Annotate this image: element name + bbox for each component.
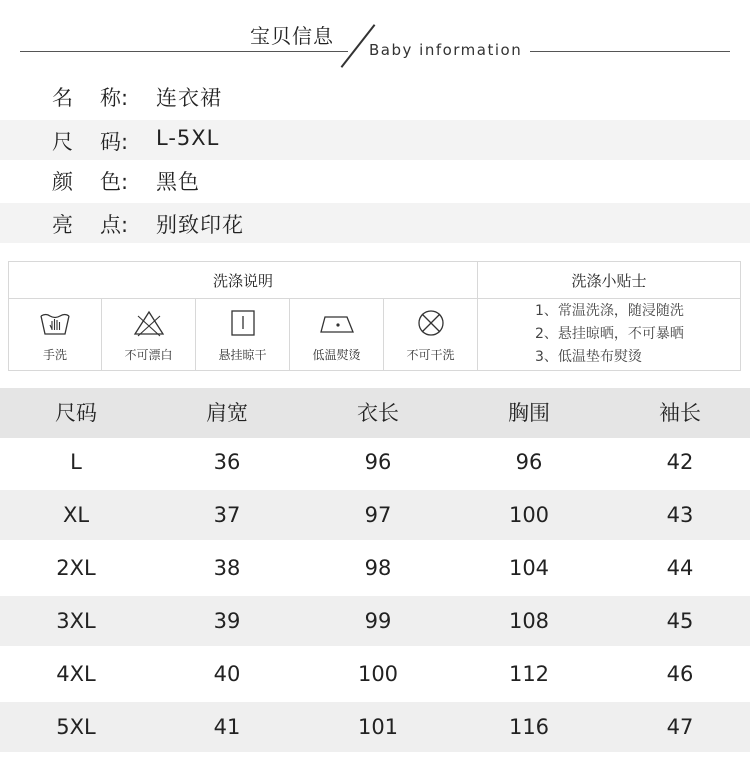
table-cell: 37 [213, 503, 241, 527]
hand-wash-icon [38, 308, 72, 338]
header-line-left [20, 51, 348, 52]
wash-cell [384, 298, 477, 372]
table-cell: 108 [508, 609, 550, 633]
table-cell: 96 [515, 450, 543, 474]
header-line-right [530, 51, 730, 52]
attribute-value: L-5XL [156, 126, 220, 150]
no-dry-clean-icon [414, 308, 448, 338]
table-cell: 43 [666, 503, 694, 527]
attribute-key-char: 名 [52, 86, 73, 110]
attribute-key-char: 称: [100, 86, 129, 110]
table-cell: 97 [364, 503, 392, 527]
wash-cell [9, 298, 101, 372]
table-cell: 38 [213, 556, 241, 580]
table-cell: 100 [508, 503, 550, 527]
attribute-value: 连衣裙 [156, 86, 222, 110]
column-header: 肩宽 [206, 401, 248, 425]
wash-tip: 3、低温垫布熨烫 [535, 349, 642, 365]
table-cell: 40 [213, 662, 241, 686]
table-cell: 4XL [56, 662, 96, 686]
wash-label: 悬挂晾干 [218, 348, 267, 362]
column-header: 胸围 [508, 401, 550, 425]
table-cell: 100 [357, 662, 399, 686]
table-row [0, 490, 750, 540]
attribute-key-char: 点: [100, 213, 129, 237]
table-cell: 42 [666, 450, 694, 474]
column-header: 袖长 [659, 401, 701, 425]
attribute-key-char: 码: [100, 130, 129, 154]
wash-tips-title: 洗涤小贴士 [571, 272, 647, 290]
table-row [0, 596, 750, 646]
attribute-key-char: 尺 [52, 130, 73, 154]
wash-instructions-title: 洗涤说明 [212, 272, 273, 290]
table-cell: 39 [213, 609, 241, 633]
wash-cell [196, 298, 289, 372]
section-subtitle: Baby information [369, 41, 523, 59]
attribute-key-char: 亮 [52, 213, 73, 237]
attribute-key-char: 颜 [52, 170, 73, 194]
wash-tip: 1、常温洗涤，随浸随洗 [535, 303, 684, 319]
column-header: 尺码 [55, 401, 97, 425]
table-cell: 45 [666, 609, 694, 633]
table-cell: 101 [357, 715, 399, 739]
table-row [0, 702, 750, 752]
attribute-row-size [0, 120, 750, 160]
table-cell: 41 [213, 715, 241, 739]
table-cell: 112 [508, 662, 550, 686]
wash-label: 不可干洗 [406, 348, 455, 362]
wash-label: 不可漂白 [124, 348, 173, 362]
size-table-header [0, 388, 750, 438]
attribute-row-color [0, 160, 750, 200]
iron-low-icon [319, 308, 355, 338]
wash-label: 手洗 [42, 348, 67, 362]
table-cell: 5XL [56, 715, 96, 739]
table-cell: 2XL [56, 556, 96, 580]
wash-instructions-box [8, 261, 741, 371]
table-cell: 96 [364, 450, 392, 474]
table-row [0, 543, 750, 593]
table-cell: 46 [666, 662, 694, 686]
wash-label: 低温熨烫 [312, 348, 361, 362]
table-cell: 47 [666, 715, 694, 739]
table-cell: L [70, 450, 82, 474]
table-cell: 98 [364, 556, 392, 580]
column-header: 衣长 [357, 401, 399, 425]
table-row [0, 437, 750, 487]
table-cell: 104 [508, 556, 550, 580]
line-dry-icon [226, 308, 260, 338]
table-cell: 44 [666, 556, 694, 580]
attribute-row-name [0, 76, 750, 116]
attribute-key-char: 色: [100, 170, 129, 194]
wash-tips-list [479, 300, 741, 369]
table-cell: 3XL [56, 609, 96, 633]
no-bleach-icon [132, 308, 166, 338]
table-cell: XL [62, 503, 90, 527]
table-cell: 99 [364, 609, 392, 633]
table-cell: 36 [213, 450, 241, 474]
section-title: 宝贝信息 [250, 24, 334, 48]
wash-cell [290, 298, 383, 372]
attribute-value: 别致印花 [156, 213, 244, 237]
wash-cell [102, 298, 195, 372]
attribute-row-highlight [0, 203, 750, 243]
attribute-value: 黑色 [156, 170, 200, 194]
wash-tip: 2、悬挂晾晒，不可暴晒 [535, 326, 684, 342]
table-cell: 116 [508, 715, 550, 739]
table-row [0, 649, 750, 699]
